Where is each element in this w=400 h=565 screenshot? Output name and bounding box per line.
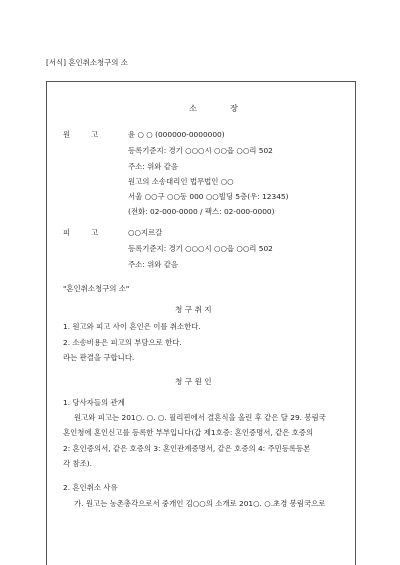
section-1-line-4: 각 참조). <box>63 459 93 468</box>
section-1-line-3: 2: 혼인증의서, 같은 호증의 3: 혼인관계증명서, 같은 호증의 4: 주민등록등본 <box>63 444 311 453</box>
defendant-domicile: 등록기준지: 경기 ○○○시 ○○읍 ○○리 502 <box>128 244 273 253</box>
plaintiff-role-char-2: 고 <box>91 130 99 139</box>
section-1-title: 1. 당사자들의 관계 <box>63 398 125 407</box>
plaintiff-address: 주소: 위와 같음 <box>128 162 179 171</box>
section-2-line-1: 가. 원고는 농촌총각으로서 중개인 김○○의 소개로 201○. ○.초경 봉림국으로 <box>74 499 326 508</box>
doc-title-char-2: 장 <box>230 103 239 113</box>
representative-contact: (전화: 02-000-0000 / 팩스: 02-000-0000) <box>128 207 275 216</box>
claim-cause-title: 청 구 원 인 <box>175 377 212 386</box>
frame-left-border <box>46 81 47 565</box>
plaintiff-role-char-1: 원 <box>63 130 71 139</box>
section-2-title: 2. 혼인취소 사유 <box>63 483 118 492</box>
plaintiff-name: 윤 ○ ○ (000000-0000000) <box>128 130 225 139</box>
defendant-role-char-2: 고 <box>91 228 99 237</box>
representative-address: 서울 ○○구 ○○동 000 ○○빌딩 5층(우: 12345) <box>128 192 289 201</box>
claim-purpose-closing: 라는 판결을 구합니다. <box>63 353 135 362</box>
defendant-address: 주소: 위와 같음 <box>128 260 179 269</box>
plaintiff-representative: 원고의 소송대리인 법무법인 ○○ <box>128 177 234 186</box>
doc-title-char-1: 소 <box>189 103 198 113</box>
document-heading: [서식] 혼인취소청구의 소 <box>46 58 128 67</box>
claim-purpose-item-1: 1. 원고와 피고 사이 혼인은 이를 취소한다. <box>63 322 201 331</box>
section-1-line-2: 혼인청에 혼인신고를 등록한 부부입니다(갑 제1호증: 혼인증명서, 같은 호증의 <box>63 428 314 437</box>
claim-purpose-title: 청 구 취 지 <box>175 305 212 314</box>
defendant-name: ○○지르갈 <box>128 228 163 237</box>
claim-purpose-item-2: 2. 소송비용은 피고의 부담으로 한다. <box>63 338 182 347</box>
defendant-role-char-1: 피 <box>63 228 71 237</box>
frame-right-border <box>355 81 356 565</box>
plaintiff-domicile: 등록기준지: 경기 ○○○시 ○○읍 ○○리 502 <box>128 146 273 155</box>
case-name: "혼인취소청구의 소" <box>63 284 130 293</box>
section-1-line-1: 원고와 피고는 201○. ○. ○. 필리핀에서 결혼식을 올린 후 같은 달 29. 봉림국 <box>74 413 326 422</box>
frame-top-border <box>46 81 355 82</box>
